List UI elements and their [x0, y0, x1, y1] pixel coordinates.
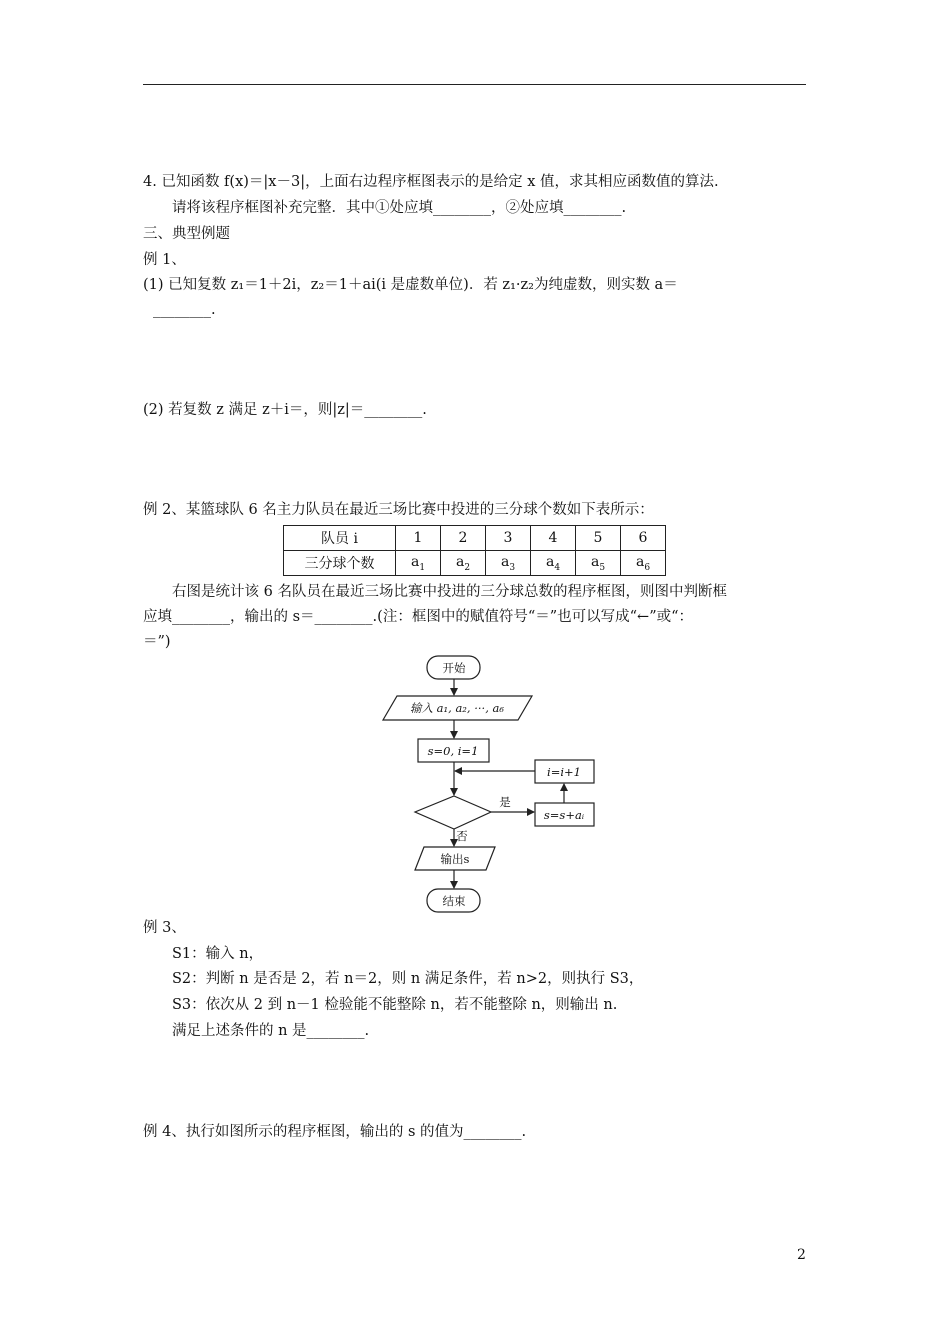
output-label: 输出s [440, 852, 470, 866]
ex2-text2: 应填________，输出的 s＝________.(注：框图中的赋值符号“＝”也可以写成“←”或“： [143, 609, 694, 625]
ex1-part1-line2: ________. [153, 302, 216, 318]
q4-line2: 请将该程序框图补充完整．其中①处应填________，②处应填________. [172, 200, 627, 216]
ex3-step1: S1：输入 n， [172, 946, 264, 962]
table-cell: $a_4$ [531, 551, 576, 576]
init-label: s=0, i=1 [427, 744, 479, 758]
table-cell: $a_6$ [621, 551, 666, 576]
no-label: 否 [456, 829, 468, 843]
ex3-step2: S2：判断 n 是否是 2，若 n＝2，则 n 满足条件，若 n>2，则执行 S3， [172, 971, 644, 987]
start-label: 开始 [442, 661, 466, 675]
table-header-cell: 2 [441, 526, 486, 551]
ex2-text3: ＝”) [143, 634, 171, 650]
yes-label: 是 [499, 795, 511, 809]
table-header-cell: 4 [531, 526, 576, 551]
table-cell: $a_3$ [486, 551, 531, 576]
section-title: 三、典型例题 [143, 226, 230, 242]
ex3-step3: S3：依次从 2 到 n－1 检验能不能整除 n，若不能整除 n，则输出 n. [172, 997, 618, 1013]
input-label: 输入 a₁, a₂, ···, a₆ [410, 701, 504, 715]
page-number: 2 [797, 1247, 806, 1263]
ex1-part1-line1: (1) 已知复数 z₁＝1＋2i，z₂＝1＋ai(i 是虚数单位)．若 z₁·z₂为纯虚数，则实数 a＝ [143, 277, 678, 293]
ex1-label: 例 1、 [143, 252, 186, 268]
ex3-question: 满足上述条件的 n 是________. [172, 1023, 370, 1039]
ex4-text: 例 4、执行如图所示的程序框图，输出的 s 的值为________. [143, 1124, 527, 1140]
table-cell: $a_1$ [396, 551, 441, 576]
table-header-cell: 1 [396, 526, 441, 551]
table-cell: $a_5$ [576, 551, 621, 576]
ex2-text1: 右图是统计该 6 名队员在最近三场比赛中投进的三分球总数的程序框图，则图中判断框 [172, 584, 727, 600]
ex3-label: 例 3、 [143, 920, 186, 936]
table-header-cell: 3 [486, 526, 531, 551]
table-cell: $a_2$ [441, 551, 486, 576]
update-i-label: i=i+1 [547, 765, 581, 779]
ex1-part2: (2) 若复数 z 满足 z＋i＝，则|z|＝________. [143, 402, 427, 418]
table-row-label: 三分球个数 [284, 551, 396, 576]
table-header-cell: 6 [621, 526, 666, 551]
table-header-cell: 5 [576, 526, 621, 551]
table-header-label: 队员 i [284, 526, 396, 551]
q4-line1: 4. 已知函数 f(x)＝|x－3|，上面右边程序框图表示的是给定 x 值，求其相应函数值的算法. [143, 174, 719, 190]
update-s-label: s=s+aᵢ [543, 808, 585, 822]
decision-node [415, 796, 491, 829]
ex2-intro: 例 2、某篮球队 6 名主力队员在最近三场比赛中投进的三分球个数如下表所示： [143, 502, 654, 518]
end-label: 结束 [442, 894, 466, 908]
